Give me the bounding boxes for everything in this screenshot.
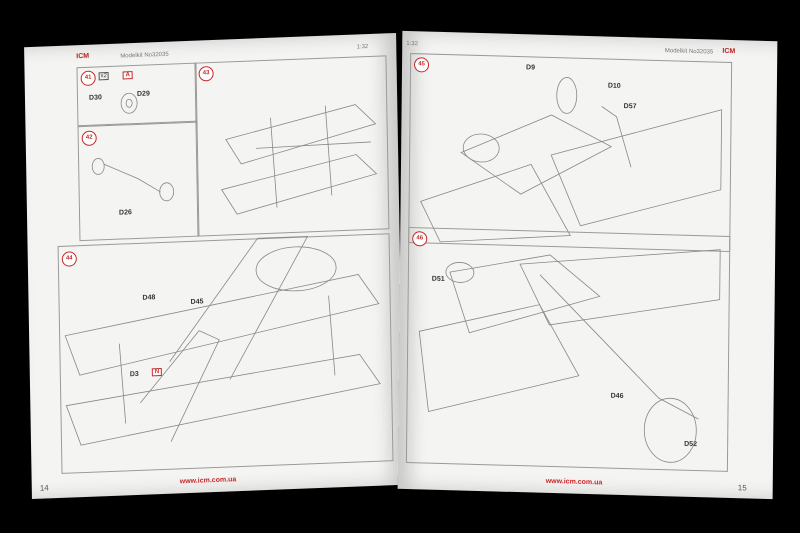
part-label: D52 <box>684 440 698 449</box>
part-label: D48 <box>142 294 156 302</box>
airplane-line-drawings <box>24 33 404 499</box>
website-link: www.icm.com.ua <box>179 476 237 486</box>
part-label: D30 <box>88 94 102 102</box>
step-number: 42 <box>82 130 97 146</box>
right-page <box>398 31 778 499</box>
step-number: 45 <box>414 57 429 72</box>
part-label: D45 <box>190 298 204 306</box>
multiplier-badge: x2 <box>99 72 109 80</box>
step-number: 44 <box>62 251 77 267</box>
model-number: Modelkit No32035 <box>120 51 169 60</box>
part-label: D3 <box>129 370 139 379</box>
part-label: D26 <box>118 209 132 217</box>
part-label: D46 <box>610 392 624 401</box>
part-label: D51 <box>431 275 445 284</box>
part-label: D9 <box>526 64 536 72</box>
step-number: 41 <box>81 71 96 87</box>
page-number: 15 <box>737 483 747 493</box>
step-number: 46 <box>412 231 427 246</box>
left-page <box>24 33 404 499</box>
part-label: D57 <box>623 103 637 111</box>
step-number: 43 <box>199 66 214 82</box>
airplane-line-drawings <box>398 31 778 499</box>
brand-logo: ICM <box>76 52 90 61</box>
option-flag: A <box>123 71 133 79</box>
scale-label: 1:32 <box>356 44 369 51</box>
option-flag: N <box>152 368 162 376</box>
website-link: www.icm.com.ua <box>545 477 603 487</box>
brand-logo: ICM <box>722 47 736 56</box>
part-label: D10 <box>607 82 621 90</box>
part-label: D29 <box>136 90 150 98</box>
model-number: Modelkit No32035 <box>664 48 714 56</box>
page-number: 14 <box>39 483 49 493</box>
scale-label: 1:32 <box>406 40 418 48</box>
